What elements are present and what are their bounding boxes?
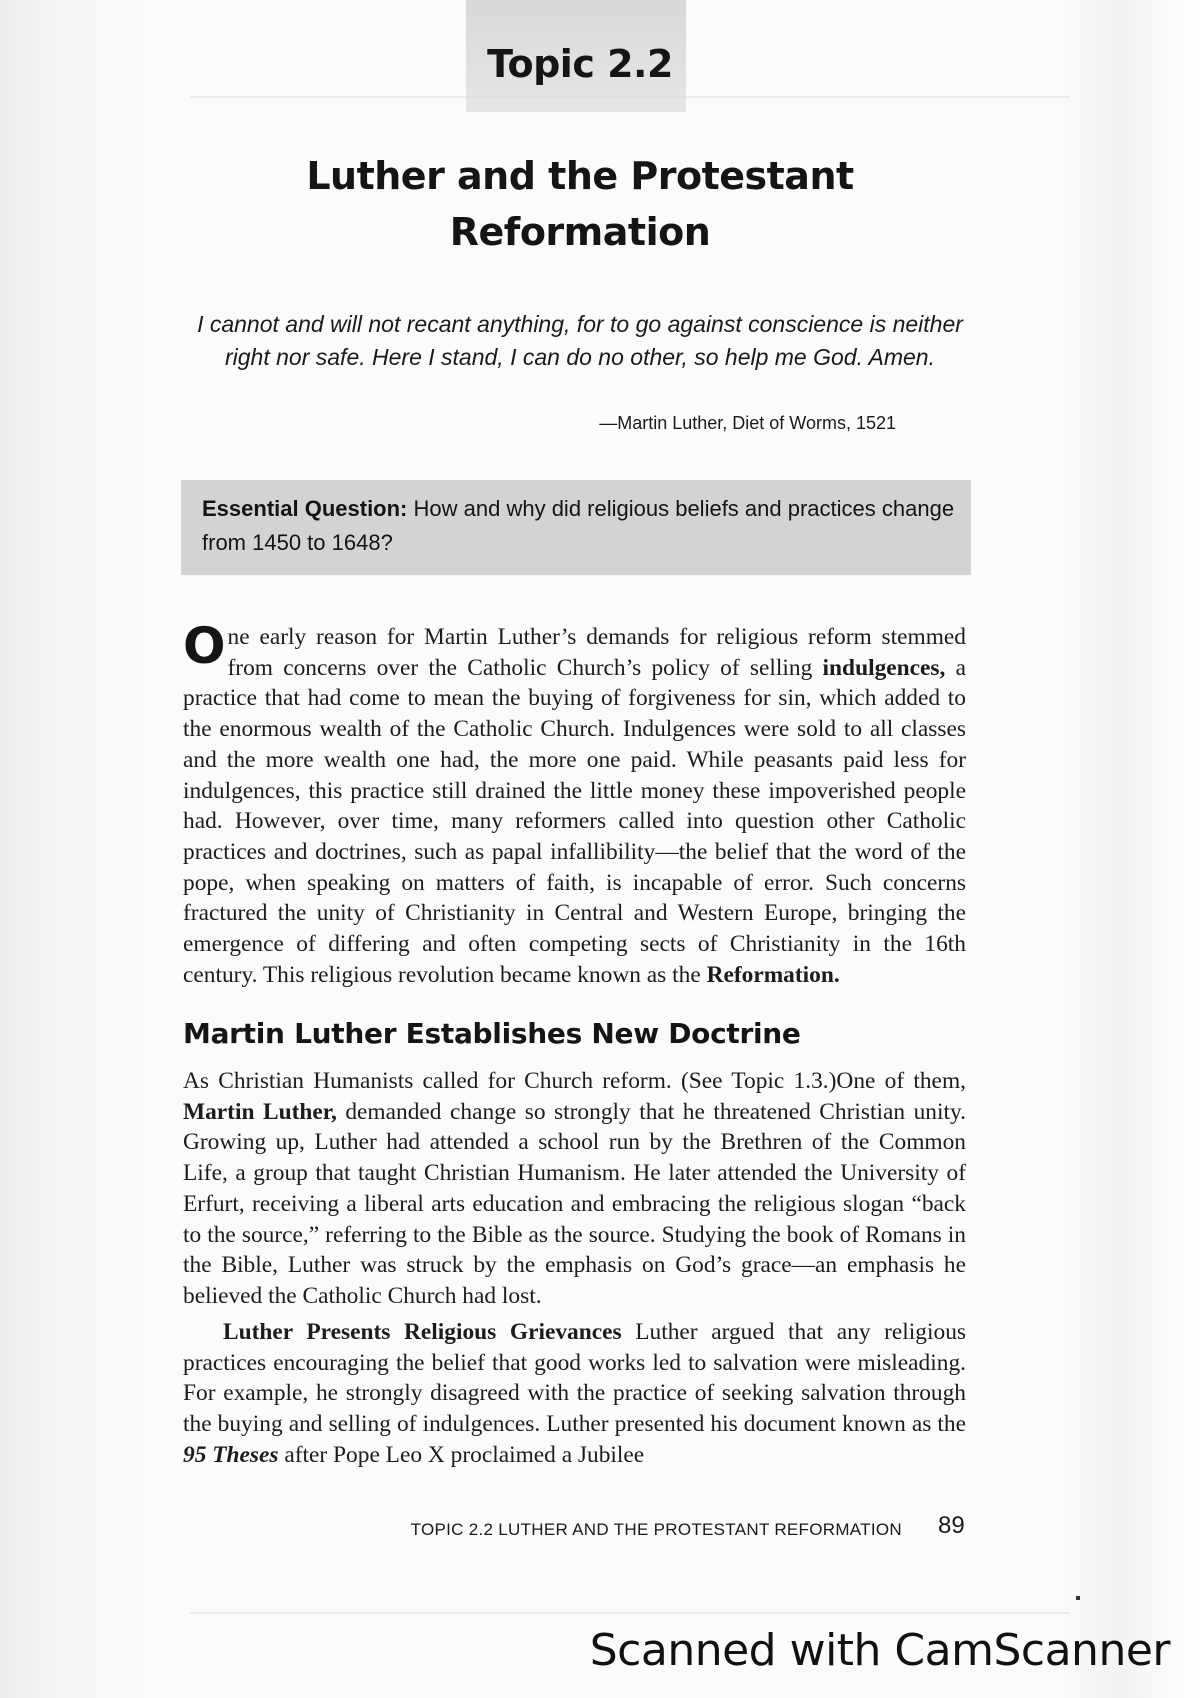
drop-cap: O <box>183 617 226 675</box>
term-95-theses: 95 Theses <box>183 1441 279 1468</box>
section-text-2: demanded change so strongly that he threatened Christian unity. Growing up, Luther had attended a school run by the Brethren of the Common Life, a group that taught Christian Humanism. He later attended the University of Erfurt, receiving a liberal arts education and embracing the religious slogan “back to the source,” referring to the Bible as the source. Studying the book of Romans in the Bible, Luther was struck by the emphasis on God’s grace—an emphasis he believed the Catholic Church had lost. <box>183 1098 966 1309</box>
essential-question-label: Essential Question: <box>202 496 408 521</box>
scan-speck <box>1076 1596 1080 1600</box>
running-footer: TOPIC 2.2 LUTHER AND THE PROTESTANT REFORMATION <box>410 1520 902 1539</box>
epigraph-quote: I cannot and will not recant anything, for to go against conscience is neither right nor safe. Here I stand, I can do no other, so help me God. Amen. <box>197 311 963 370</box>
term-indulgences: indulgences, <box>822 654 946 681</box>
subsection-paragraph <box>183 1317 966 1471</box>
show-through-line <box>190 1612 1070 1614</box>
page-number: 89 <box>938 1512 965 1539</box>
section-heading: Martin Luther Establishes New Doctrine <box>183 1017 801 1050</box>
term-reformation: Reformation. <box>706 961 840 988</box>
intro-text-1: ne early reason for Martin Luther’s demands for religious reform stemmed from concerns over the Catholic Church’s policy of selling <box>227 624 966 681</box>
topic-number: Topic 2.2 <box>487 42 673 86</box>
essential-question-text: How and why did religious beliefs and practices change from 1450 to 1648? <box>202 496 955 555</box>
intro-text-2: a practice that had come to mean the buying of forgiveness for sin, which added to the enormous wealth of the Catholic Church. Indulgences were sold to all classes and the more wealth one had, the more one paid. While peasants paid less for indulgences, this practice still drained the little money these impoverished people had. However, over time, many reformers called into question other Catholic practices and doctrines, such as papal infallibility—the belief that the word of the pope, when speaking on matters of faith, is incapable of error. Such concerns fractured the unity of Christianity in Central and Western Europe, bringing the emergence of differing and often competing sects of Christianity in the 16th century. This religious revolution became known as the <box>183 654 967 988</box>
subsection-text-2: after Pope Leo X proclaimed a Jubilee <box>278 1441 645 1468</box>
epigraph-attribution: —Martin Luther, Diet of Worms, 1521 <box>599 413 896 433</box>
intro-paragraph <box>183 617 967 990</box>
show-through-line <box>190 96 1070 98</box>
subsection-heading: Luther Presents Religious Grievances <box>223 1319 622 1345</box>
section-text-1: As Christian Humanists called for Church reform. (See Topic 1.3.)One of them, <box>183 1068 966 1094</box>
camscanner-watermark: Scanned with CamScanner <box>589 1625 1170 1676</box>
section-paragraph <box>183 1066 966 1312</box>
term-martin-luther: Martin Luther, <box>183 1098 337 1125</box>
essential-question <box>202 492 962 560</box>
page-title: Luther and the Protestant Reformation <box>306 154 854 254</box>
subsection-text-1: Luther argued that any religious practices encouraging the belief that good works led to salvation were misleading. For example, he strongly disagreed with the practice of seeking salvation through the buying and selling of indulgences. Luther presented his document known as the <box>183 1319 966 1438</box>
